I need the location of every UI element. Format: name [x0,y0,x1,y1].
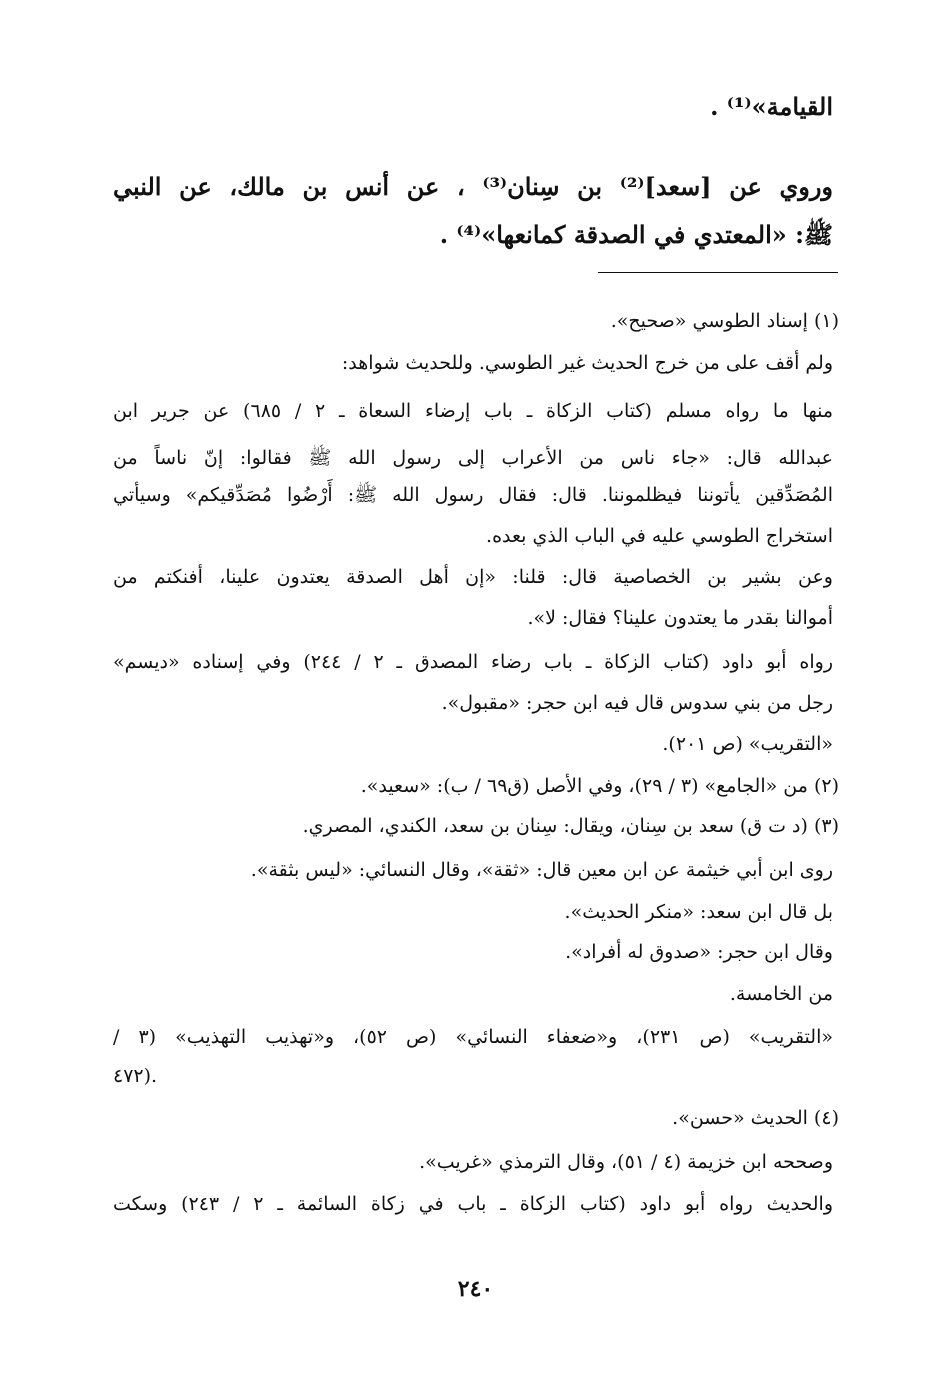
footnote-line: روى ابن أبي خيثمة عن ابن معين قال: «ثقة»، وقال النسائي: «ليس بثقة». [250,859,833,881]
main-text-line-1: القيامة»⁽¹⁾ . [710,92,833,121]
footnote-3-heading: (٣) (د ت ق) سعد بن سِنان، ويقال: سِنان بن سعد، الكندي، المصري. [302,815,839,837]
footnote-line: استخراج الطوسي عليه في الباب الذي بعده. [486,525,833,547]
footnote-line: أموالنا بقدر ما يعتدون علينا؟ فقال: لا». [527,607,833,629]
footnote-line: وعن بشير بن الخصاصية قال: قلنا: «إن أهل الصدقة يعتدون علينا، أفنكتم من [113,566,833,588]
footnote-line: وقال ابن حجر: «صدوق له أفراد». [565,941,833,963]
footnote-line: من الخامسة. [729,983,833,1005]
footnote-separator [598,272,838,273]
footnote-line: والحديث رواه أبو داود (كتاب الزكاة ـ باب في زكاة السائمة ـ ٢ / ٢٤٣) وسكت [113,1193,833,1215]
page-number: ٢٤٠ [457,1276,494,1302]
footnote-line: «التقريب» (ص ٢٠١). [662,733,833,755]
footnote-line: رجل من بني سدوس قال فيه ابن حجر: «مقبول». [441,692,833,714]
footnote-line: المُصَدِّقين يأتوننا فيظلموننا. قال: فقال رسول الله ﷺ: أَرْضُوا مُصَدِّقيكم» وسيأتي [113,484,833,506]
footnote-4-heading: (٤) الحديث «حسن». [672,1107,839,1129]
footnote-line: بل قال ابن سعد: «منكر الحديث». [564,901,833,923]
footnote-line: وصححه ابن خزيمة (٤ / ٥١)، وقال الترمذي «غريب». [419,1151,833,1173]
main-text-line-2: وروي عن [سعد]⁽²⁾ بن سِنان⁽³⁾ ، عن أنس بن مالك، عن النبي [113,172,833,201]
footnote-line: عبدالله قال: «جاء ناس من الأعراب إلى رسول الله ﷺ فقالوا: إنّ ناساً من [113,447,833,469]
main-text-line-3: ﷺ: «المعتدي في الصدقة كمانعها»⁽⁴⁾ . [439,220,833,249]
footnote-line: ٤٧٢). [113,1065,158,1087]
footnote-line: منها ما رواه مسلم (كتاب الزكاة ـ باب إرضاء السعاة ـ ٢ / ٦٨٥) عن جرير ابن [113,400,833,422]
footnote-line: «التقريب» (ص ٢٣١)، و«ضعفاء النسائي» (ص ٥٢)، و«تهذيب التهذيب» (٣ / [113,1026,833,1048]
footnote-2: (٢) من «الجامع» (٣ / ٢٩)، وفي الأصل (ق٦٩ / ب): «سعيد». [360,775,839,797]
footnote-line: ولم أقف على من خرج الحديث غير الطوسي. وللحديث شواهد: [341,352,833,374]
footnote-1-heading: (١) إسناد الطوسي «صحيح». [610,310,839,332]
footnote-line: رواه أبو داود (كتاب الزكاة ـ باب رضاء المصدق ـ ٢ / ٢٤٤) وفي إسناده «ديسم» [113,651,834,673]
